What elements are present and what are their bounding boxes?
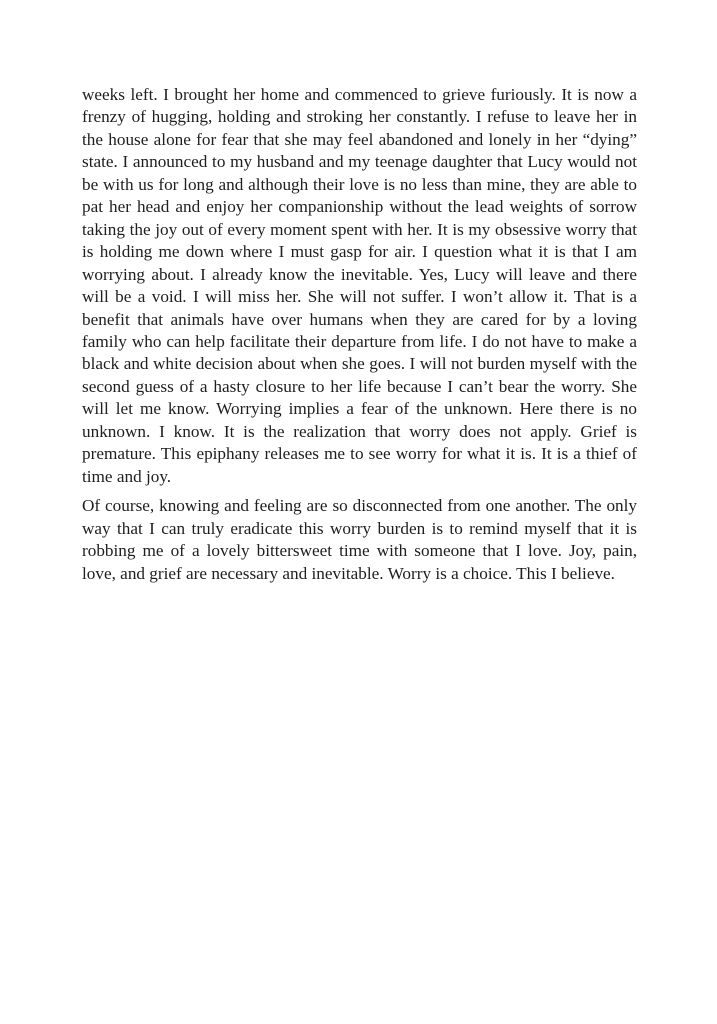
document-page (82, 84, 637, 585)
body-paragraph-1: weeks left. I brought her home and commenced to grieve furiously. It is now a frenzy of hugging, holding and stroking her constantly. I refuse to leave her in the house alone for fear that she may feel abandoned and lonely in her “dying” state. I announced to my husband and my teenage daughter that Lucy would not be with us for long and although their love is no less than mine, they are able to pat her head and enjoy her companionship without the lead weights of sorrow taking the joy out of every moment spent with her. It is my obsessive worry that is holding me down where I must gasp for air. I question what it is that I am worrying about. I already know the inevitable. Yes, Lucy will leave and there will be a void. I will miss her. She will not suffer. I won’t allow it. That is a benefit that animals have over humans when they are cared for by a loving family who can help facilitate their departure from life. I do not have to make a black and white decision about when she goes. I will not burden myself with the second guess of a hasty closure to her life because I can’t bear the worry. She will let me know. Worrying implies a fear of the unknown. Here there is no unknown. I know. It is the realization that worry does not apply. Grief is premature. This epiphany releases me to see worry for what it is. It is a thief of time and joy. (82, 85, 637, 486)
body-paragraph-2: Of course, knowing and feeling are so disconnected from one another. The only way that I can truly eradicate this worry burden is to remind myself that it is robbing me of a lovely bittersweet time with someone that I love. Joy, pain, love, and grief are necessary and inevitable. Worry is a choice. This I believe. (82, 496, 637, 583)
